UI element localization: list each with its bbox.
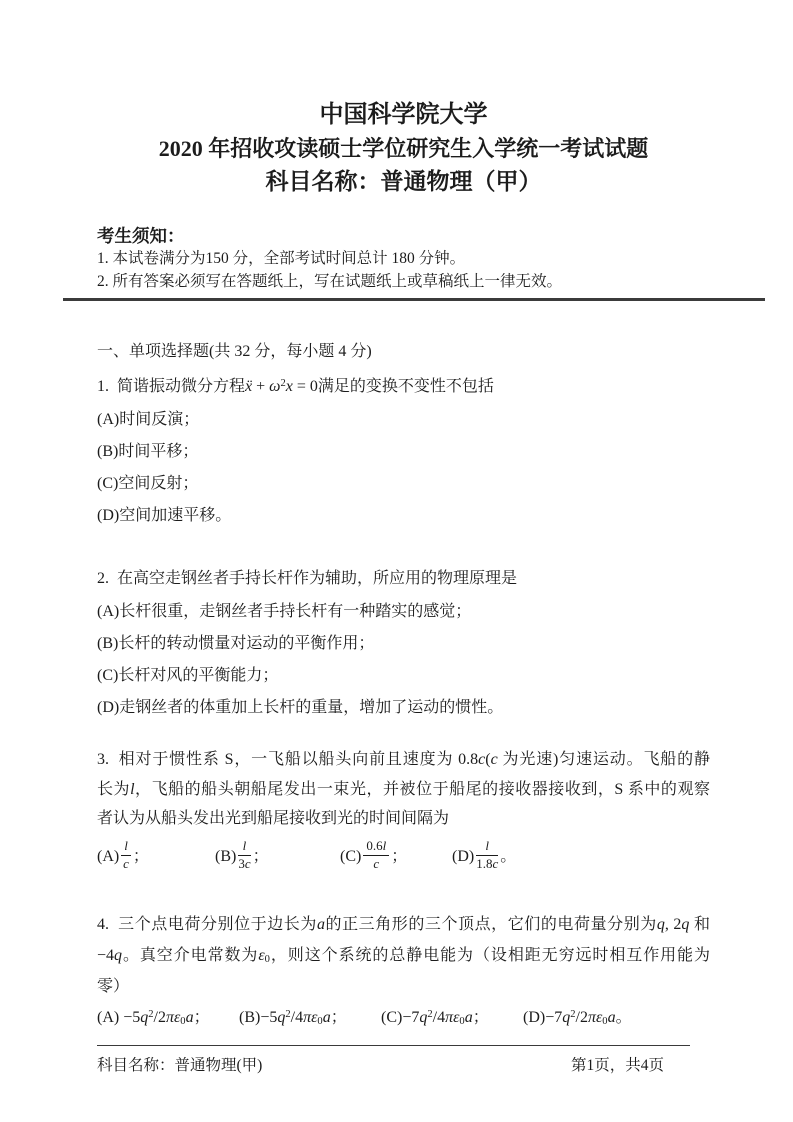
question-3-option-c: (C) $\frac{0.6l}{c}$ ；: [340, 838, 408, 871]
page-footer: [97, 1045, 690, 1076]
question-4-options-row: [97, 1006, 710, 1030]
question-3-options-row: [97, 840, 710, 876]
footer-subject-label: 科目名称：普通物理(甲): [97, 1057, 263, 1074]
question-3-stem-line-1: 3. 相对于惯性系 S，一飞船以船头向前且速度为 0.8c(c 为光速)匀速运动。飞船的静: [97, 751, 710, 768]
question-1-stem: 1. 简谐振动微分方程ẍ + $\omega^2x = 0$满足的变换不变性不包括: [97, 378, 494, 395]
question-4-option-d: $(D)-7q^2/2\pi\varepsilon 0a$。: [523, 1008, 632, 1028]
question-4-stem-line-3: 零）: [97, 977, 130, 995]
question-1-option-d: (D)空间加速平移。: [97, 507, 232, 524]
question-3-option-d: (D) $\frac{l}{1.8c}$ 。: [452, 838, 517, 871]
subject-title: 科目名称：普通物理（甲）: [265, 169, 542, 194]
question-4-stem-line-1: 4. 三个点电荷分别位于边长为a的正三角形的三个顶点，它们的电荷量分别为q, 2q 和: [97, 915, 710, 933]
question-4-option-a: $(A) -5q^2/2\pi\varepsilon 0a$；: [97, 1008, 210, 1028]
university-title: 中国科学院大学: [319, 102, 488, 128]
section-heading: 一、单项选择题(共 32 分，每小题 4 分): [97, 343, 372, 360]
question-2-option-d: (D)走钢丝者的体重加上长杆的重量，增加了运动的惯性。: [97, 699, 504, 716]
footer-page-number: 第1页，共4页: [570, 1057, 664, 1074]
notice-divider-rule: [63, 298, 765, 301]
title-block: [97, 0, 710, 198]
question-3-stem-line-3: 者认为从船头发出光到船尾接收到光的时间间隔为: [97, 810, 450, 827]
question-1-option-a: (A)时间反演；: [97, 411, 200, 428]
question-3-option-b: (B) $\frac{l}{3c}$ ；: [215, 838, 269, 871]
exam-title: 2020 年招收攻读硕士学位研究生入学统一考试试题: [158, 136, 649, 161]
question-2-stem: 2. 在高空走钢丝者手持长杆作为辅助，所应用的物理原理是: [97, 570, 518, 587]
question-3: [97, 745, 710, 876]
question-1-option-b: (B)时间平移；: [97, 443, 199, 460]
question-2-option-b: (B)长杆的转动惯量对运动的平衡作用；: [97, 635, 375, 652]
question-3-stem-line-2: 长为l，飞船的船头朝船尾发出一束光，并被位于船尾的接收器接收到，S 系中的观察: [97, 780, 710, 798]
question-2-option-a: (A)长杆很重，走钢丝者手持长杆有一种踏实的感觉；: [97, 603, 472, 620]
question-4: [97, 909, 710, 1030]
question-4-stem-line-2: −4q。真空介电常数为ε0，则这个系统的总静电能为（设相距无穷远时相互作用能为: [97, 946, 710, 966]
question-2-option-c: (C)长杆对风的平衡能力；: [97, 667, 279, 684]
question-4-option-c: $(C)-7q^2/4\pi\varepsilon 0a$；: [381, 1008, 489, 1028]
question-3-option-a: (A) $\frac{l}{c}$ ；: [97, 838, 149, 871]
notice-heading: 考生须知：: [97, 226, 185, 246]
question-4-option-b: $(B)-5q^2/4\pi\varepsilon 0a$；: [239, 1008, 347, 1028]
question-1-option-c: (C)空间反射；: [97, 475, 199, 492]
notice-item-2: 2. 所有答案必须写在答题纸上，写在试题纸上或草稿纸上一律无效。: [97, 272, 563, 290]
notice-item-1: 1. 本试卷满分为150 分，全部考试时间总计 180 分钟。: [97, 250, 466, 267]
candidate-notice: [97, 224, 710, 293]
